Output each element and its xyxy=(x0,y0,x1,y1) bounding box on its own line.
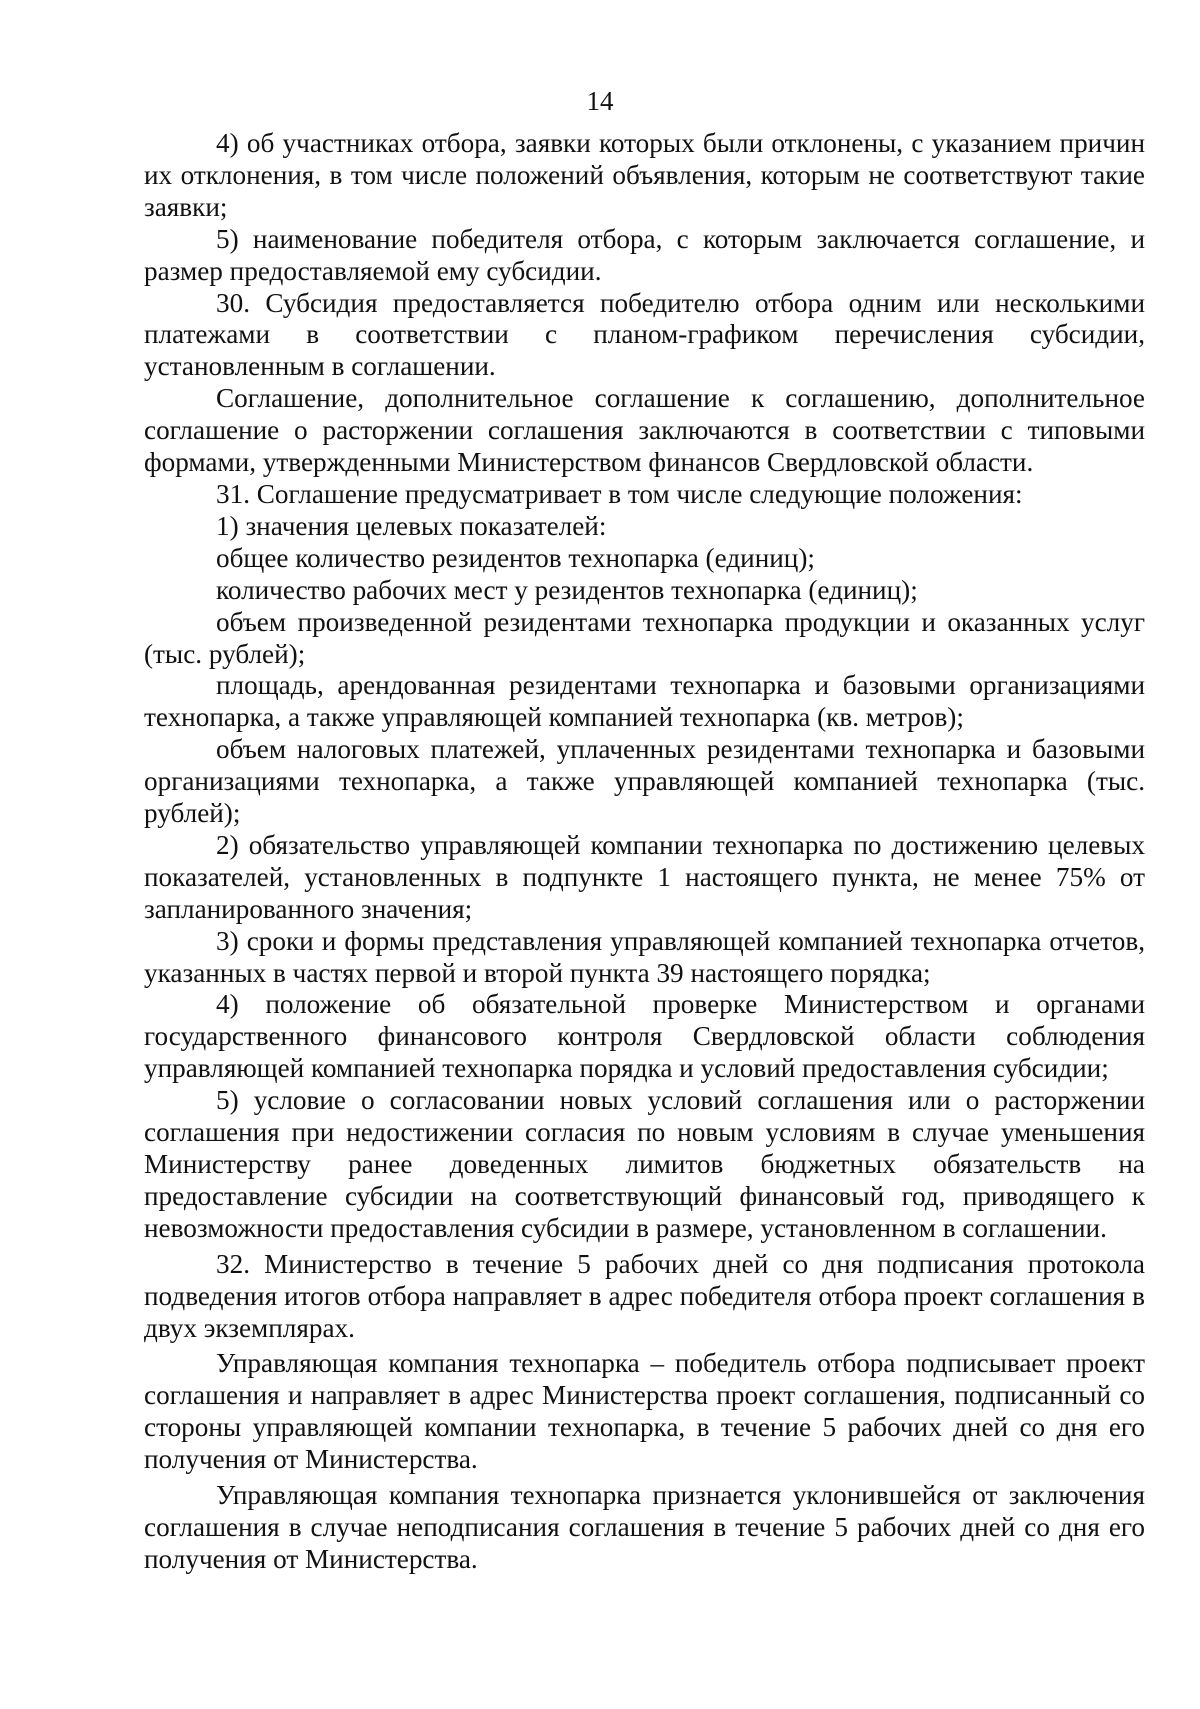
paragraph-clause-32: 32. Министерство в течение 5 рабочих дней со дня подписания протокола подведения итогов отбора направляет в адрес победителя отбора проект соглашения в двух экземплярах. xyxy=(144,1248,1145,1343)
paragraph-clause-31: 31. Соглашение предусматривает в том числе следующие положения: xyxy=(216,478,1023,509)
paragraph-workplaces: количество рабочих мест у резидентов технопарка (единиц); xyxy=(216,574,918,605)
paragraph-evasion: Управляющая компания технопарка признается уклонившейся от заключения соглашения в случае неподписания соглашения в течение 5 рабочих дней со дня его получения от Министерства. xyxy=(144,1480,1145,1574)
paragraph-leased-area: площадь, арендованная резидентами технопарка и базовыми организациями технопарка, а также управляющей компанией технопарка (кв. метров); xyxy=(144,670,1145,733)
paragraph-signing: Управляющая компания технопарка – победитель отбора подписывает проект соглашения и направляет в адрес Министерства проект соглашения, подписанный со стороны управляющей компании технопарка, в течение 5 рабочих дней со дня его получения от Министерства. xyxy=(144,1348,1145,1475)
paragraph-item-4-rejected-participants: 4) об участниках отбора, заявки которых были отклонены, с указанием причин их отклонения, в том числе положений объявления, которым не соответствуют такие заявки; xyxy=(144,128,1145,222)
paragraph-item-5-winner-name: 5) наименование победителя отбора, с которым заключается соглашение, и размер предоставляемой ему субсидии. xyxy=(144,223,1145,286)
paragraph-obligation-targets: 2) обязательство управляющей компании технопарка по достижению целевых показателей, установленных в подпункте 1 настоящего пункта, не менее 75% от запланированного значения; xyxy=(144,829,1145,924)
paragraph-tax-payments: объем налоговых платежей, уплаченных резидентами технопарка и базовыми организациями технопарка, а также управляющей компанией технопарка (тыс. рублей); xyxy=(144,734,1145,829)
paragraph-new-conditions: 5) условие о согласовании новых условий соглашения или о расторжении соглашения при недостижении согласия по новым условиям в случае уменьшения Министерству ранее доведенных лимитов бюджетных обязательств на предоставление субсидии на соответствующий финансовый год, приводящего к невозможности предоставления субсидии в размере, установленном в соглашении. xyxy=(144,1085,1145,1243)
paragraph-output-volume: объем произведенной резидентами технопарка продукции и оказанных услуг (тыс. рублей); xyxy=(144,606,1145,669)
paragraph-target-indicators: 1) значения целевых показателей: xyxy=(216,510,607,541)
paragraph-clause-30: 30. Субсидия предоставляется победителю отбора одним или несколькими платежами в соответствии с планом-графиком перечисления субсидии, установленным в соглашении. xyxy=(144,287,1145,382)
document-body xyxy=(144,128,1145,1576)
page-number: 14 xyxy=(586,86,614,116)
paragraph-reporting-terms: 3) сроки и формы представления управляющей компанией технопарка отчетов, указанных в частях первой и второй пункта 39 настоящего порядка; xyxy=(144,925,1145,988)
paragraph-agreement-forms: Соглашение, дополнительное соглашение к соглашению, дополнительное соглашение о расторжении соглашения заключаются в соответствии с типовыми формами, утвержденными Министерством финансов Свердловской области. xyxy=(144,383,1145,478)
paragraph-resident-count: общее количество резидентов технопарка (единиц); xyxy=(216,542,815,573)
paragraph-control-check: 4) положение об обязательной проверке Министерством и органами государственного финансового контроля Свердловской области соблюдения управляющей компанией технопарка порядка и условий предоставления субсидии; xyxy=(144,989,1145,1084)
